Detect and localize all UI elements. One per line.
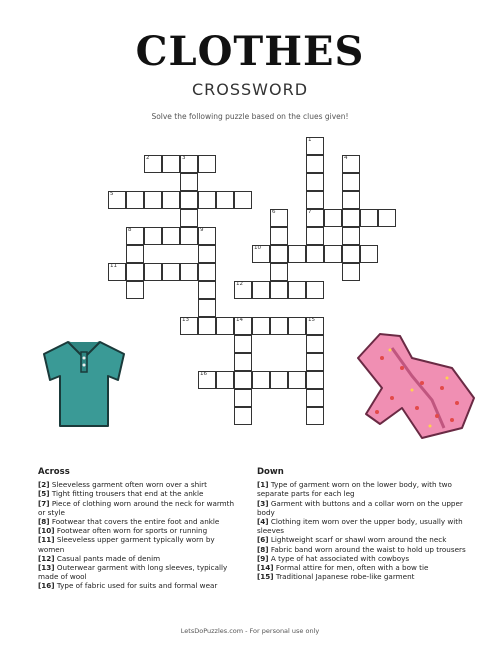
crossword-cell[interactable] [288,245,306,263]
cell-number: 2 [146,155,150,161]
down-clues [257,468,467,581]
crossword-cell[interactable] [162,263,180,281]
crossword-cell[interactable] [306,335,324,353]
page-title: CLOTHES [135,28,365,75]
crossword-cell[interactable] [234,407,252,425]
across-clue [38,517,243,526]
crossword-cell[interactable] [144,227,162,245]
clue-number: [3] [257,498,269,508]
crossword-cell[interactable] [234,389,252,407]
crossword-cell[interactable] [126,245,144,263]
clue-number: [10] [38,526,55,536]
clue-number: [14] [257,563,274,573]
down-clue [257,545,467,554]
crossword-cell[interactable] [162,155,180,173]
crossword-cell[interactable] [306,371,324,389]
crossword-cell[interactable] [288,281,306,299]
cell-number: 15 [308,317,315,323]
across-clue [38,489,243,498]
clue-text: Footwear often worn for sports or running [54,526,208,536]
clue-text: Fabric band worn around the waist to hold up trousers [268,544,466,554]
clue-number: [13] [38,563,55,573]
instructions: Solve the following puzzle based on the clues given! [151,112,349,121]
crossword-cell[interactable] [216,191,234,209]
crossword-cell[interactable] [306,407,324,425]
clue-number: [12] [38,553,55,563]
down-clue [257,517,467,535]
crossword-cell[interactable] [270,317,288,335]
cell-number: 12 [236,281,243,287]
crossword-cell[interactable] [342,263,360,281]
crossword-cell[interactable] [360,209,378,227]
cell-number: 8 [128,227,132,233]
clue-text: Piece of clothing worn around the neck for warmth or style [38,498,235,517]
crossword-cell[interactable] [216,317,234,335]
cell-number: 16 [200,371,207,377]
crossword-cell[interactable] [198,317,216,335]
across-clue [38,581,243,590]
dress-icon [352,328,477,440]
clue-number: [8] [257,544,269,554]
crossword-cell[interactable] [180,209,198,227]
cell-number: 6 [272,209,276,215]
clue-text: Sleeveless upper garment typically worn by women [38,535,215,554]
cell-number: 4 [344,155,348,161]
clue-number: [9] [257,553,269,563]
crossword-cell[interactable] [324,209,342,227]
clue-text: Sleeveless garment often worn over a shirt [49,480,207,490]
cell-number: 3 [182,155,186,161]
crossword-cell[interactable] [306,191,324,209]
cell-number: 10 [254,245,261,251]
crossword-cell[interactable] [216,371,234,389]
crossword-cell[interactable] [342,209,360,227]
crossword-cell[interactable] [162,227,180,245]
down-clue [257,554,467,563]
crossword-cell[interactable] [252,281,270,299]
across-clue [38,499,243,517]
crossword-cell[interactable] [270,263,288,281]
cell-number: 11 [110,263,117,269]
crossword-cell[interactable] [306,227,324,245]
clue-number: [7] [38,498,50,508]
crossword-cell[interactable] [306,353,324,371]
crossword-cell[interactable] [342,245,360,263]
crossword-cell[interactable] [144,191,162,209]
crossword-cell[interactable] [180,173,198,191]
clue-number: [8] [38,517,50,527]
crossword-cell[interactable] [162,191,180,209]
across-clue [38,554,243,563]
crossword-cell[interactable] [234,353,252,371]
across-clue [38,526,243,535]
clue-number: [4] [257,517,269,527]
down-clue [257,572,467,581]
crossword-cell[interactable] [306,281,324,299]
clue-number: [2] [38,480,50,490]
polo-shirt-icon [38,338,130,430]
crossword-cell[interactable] [234,191,252,209]
clue-text: Type of garment worn on the lower body, with two separate parts for each leg [257,480,452,499]
crossword-cell[interactable] [360,245,378,263]
crossword-cell[interactable] [198,299,216,317]
down-clue [257,563,467,572]
crossword-cell[interactable] [198,263,216,281]
across-clues [38,468,243,591]
crossword-cell[interactable] [288,371,306,389]
clue-text: Type of fabric used for suits and formal wear [54,581,218,591]
crossword-cell[interactable] [126,263,144,281]
down-clue [257,535,467,544]
crossword-cell[interactable] [198,245,216,263]
crossword-cell[interactable] [180,191,198,209]
crossword-cell[interactable] [252,317,270,335]
crossword-cell[interactable] [270,281,288,299]
clue-text: Clothing item worn over the upper body, usually with sleeves [257,517,463,536]
clue-text: Traditional Japanese robe-like garment [273,572,415,582]
crossword-cell[interactable] [252,371,270,389]
crossword-cell[interactable] [198,281,216,299]
down-heading: Down [257,467,284,477]
crossword-cell[interactable] [270,371,288,389]
clue-number: [16] [38,581,55,591]
clue-number: [11] [38,535,55,545]
down-clue [257,480,467,498]
clue-text: Footwear that covers the entire foot and ankle [49,517,220,527]
crossword-cell[interactable] [288,317,306,335]
down-clue [257,499,467,517]
crossword-cell[interactable] [306,155,324,173]
cell-number: 13 [182,317,189,323]
across-clue [38,563,243,581]
clue-text: Tight fitting trousers that end at the ankle [49,489,204,499]
clue-text: Outerwear garment with long sleeves, typically made of wool [38,563,228,582]
crossword-cell[interactable] [342,227,360,245]
footer: LetsDoPuzzles.com - For personal use only [180,627,320,635]
clue-number: [5] [38,489,50,499]
clue-text: Garment with buttons and a collar worn on the upper body [257,498,463,517]
cell-number: 9 [200,227,204,233]
cell-number: 1 [308,137,312,143]
across-clue [38,480,243,489]
crossword-cell[interactable] [270,245,288,263]
clue-number: [6] [257,535,269,545]
crossword-cell[interactable] [342,173,360,191]
cell-number: 5 [110,191,114,197]
crossword-cell[interactable] [306,389,324,407]
clue-text: Lightweight scarf or shawl worn around the neck [268,535,447,545]
crossword-cell[interactable] [198,191,216,209]
page-subtitle: CROSSWORD [191,80,309,99]
crossword-cell[interactable] [234,335,252,353]
crossword-cell[interactable] [342,191,360,209]
crossword-cell[interactable] [270,227,288,245]
cell-number: 7 [308,209,312,215]
crossword-cell[interactable] [126,191,144,209]
crossword-cell[interactable] [180,227,198,245]
crossword-cell[interactable] [126,281,144,299]
clue-number: [1] [257,480,269,490]
across-clue [38,535,243,553]
crossword-cell[interactable] [306,173,324,191]
crossword-cell[interactable] [144,263,162,281]
crossword-cell[interactable] [324,245,342,263]
across-heading: Across [38,467,70,477]
clue-text: Casual pants made of denim [54,553,161,563]
clue-text: A type of hat associated with cowboys [268,553,410,563]
clue-number: [15] [257,572,274,582]
clue-text: Formal attire for men, often with a bow tie [273,563,429,573]
crossword-cell[interactable] [180,263,198,281]
crossword-cell[interactable] [378,209,396,227]
cell-number: 14 [236,317,243,323]
crossword-cell[interactable] [306,245,324,263]
crossword-cell[interactable] [234,371,252,389]
crossword-cell[interactable] [198,155,216,173]
